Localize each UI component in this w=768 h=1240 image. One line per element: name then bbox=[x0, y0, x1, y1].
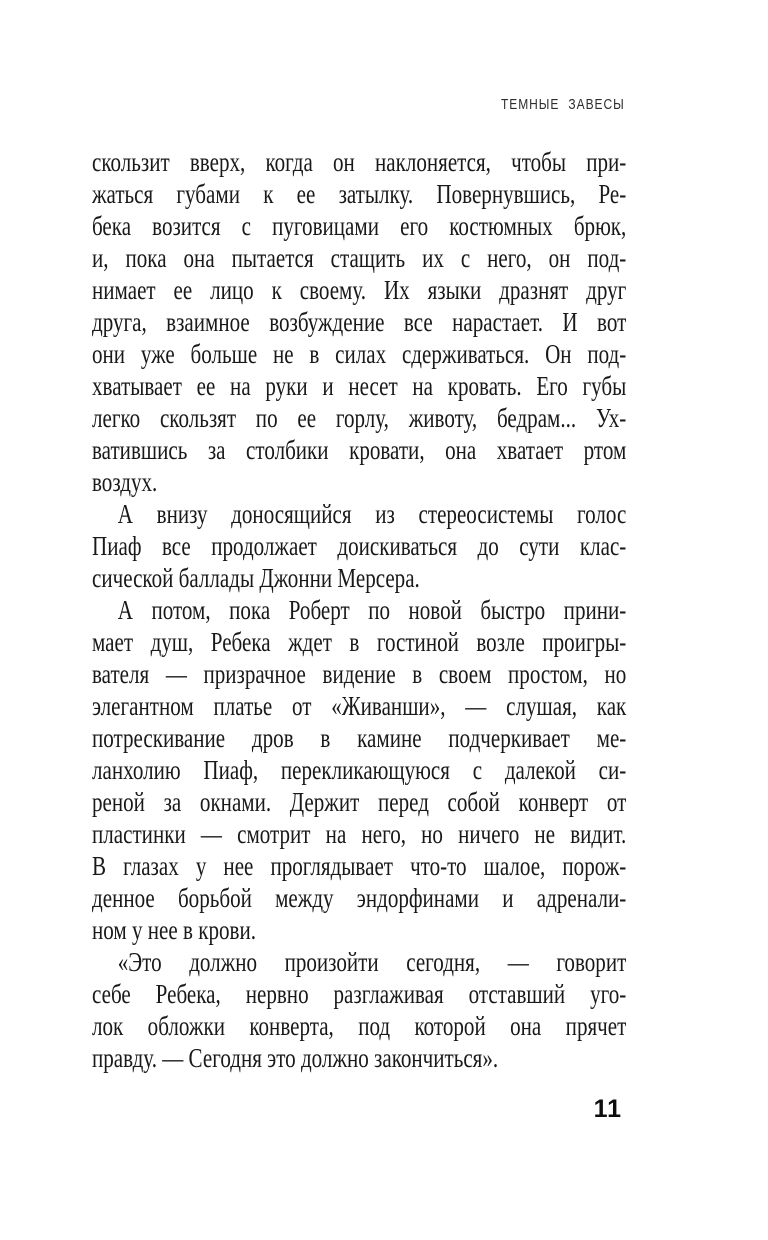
text-line: потрескивание дров в камине подчеркивает ме- bbox=[92, 723, 627, 753]
text-line: друга, взаимное возбуждение все нарастает. И вот bbox=[92, 307, 627, 337]
paragraph bbox=[92, 594, 626, 946]
text-line: воздух. bbox=[92, 467, 158, 497]
running-header: ТЕМНЫЕ ЗАВЕСЫ bbox=[501, 96, 625, 113]
text-line: и, пока она пытается стащить их с него, он под- bbox=[92, 243, 627, 273]
text-line: легко скользят по ее горлу, животу, бедрам... Ух- bbox=[92, 403, 627, 433]
page-number: 11 bbox=[593, 1095, 622, 1123]
text-line: себе Ребека, нервно разглаживая отставший уго- bbox=[92, 979, 627, 1009]
text-line: ватившись за столбики кровати, она хватает ртом bbox=[92, 435, 627, 465]
paragraph bbox=[92, 498, 626, 594]
text-line: вателя — призрачное видение в своем простом, но bbox=[92, 659, 627, 689]
text-line: ланхолию Пиаф, перекликающуюся с далекой си- bbox=[92, 755, 627, 785]
text-line: жаться губами к ее затылку. Повернувшись, Ре- bbox=[92, 179, 627, 209]
text-line: хватывает ее на руки и несет на кровать. Его губы bbox=[92, 371, 627, 401]
text-line: мает душ, Ребека ждет в гостиной возле проигры- bbox=[92, 627, 627, 657]
paragraph bbox=[92, 946, 626, 1074]
text-line: ном у нее в крови. bbox=[92, 915, 257, 945]
text-line: нимает ее лицо к своему. Их языки дразнят друг bbox=[92, 275, 627, 305]
text-line: бека возится с пуговицами его костюмных брюк, bbox=[92, 211, 627, 241]
text-line: «Это должно произойти сегодня, — говорит bbox=[117, 947, 627, 977]
text-line: реной за окнами. Держит перед собой конверт от bbox=[92, 787, 627, 817]
text-line: В глазах у нее проглядывает что-то шалое, порож- bbox=[92, 851, 627, 881]
paragraph bbox=[92, 146, 626, 498]
text-line: денное борьбой между эндорфинами и адренали- bbox=[92, 883, 627, 913]
text-line: лок обложки конверта, под которой она прячет bbox=[92, 1011, 627, 1041]
text-line: Пиаф все продолжает доискиваться до сути клас- bbox=[92, 531, 627, 561]
text-line: правду. — Сегодня это должно закончиться». bbox=[92, 1043, 499, 1073]
text-line: пластинки — смотрит на него, но ничего не видит. bbox=[92, 819, 627, 849]
text-line: сической баллады Джонни Мерсера. bbox=[92, 563, 420, 593]
text-line: они уже больше не в силах сдерживаться. Он под- bbox=[92, 339, 627, 369]
text-line: А внизу доносящийся из стереосистемы голос bbox=[117, 499, 627, 529]
text-line: А потом, пока Роберт по новой быстро прини- bbox=[117, 595, 627, 625]
text-line: скользит вверх, когда он наклоняется, чтобы при- bbox=[92, 147, 627, 177]
text-block bbox=[92, 146, 626, 1074]
text-line: элегантном платье от «Живанши», — слушая, как bbox=[92, 691, 627, 721]
